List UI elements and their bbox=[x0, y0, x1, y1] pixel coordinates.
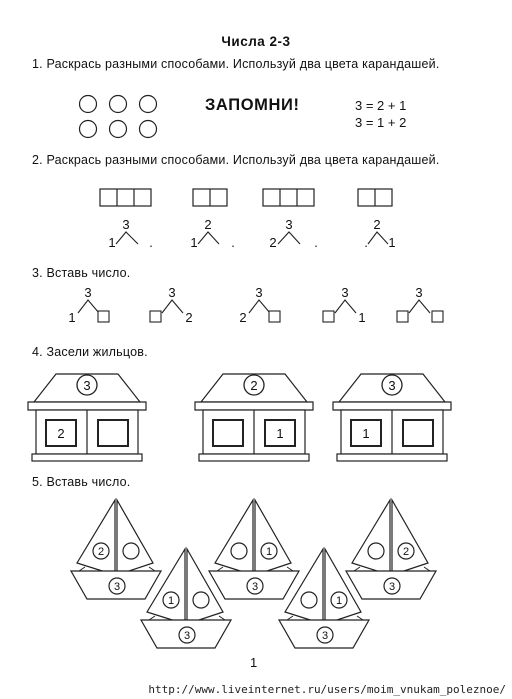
house-2-roof: 2 bbox=[250, 378, 258, 393]
t3-left-1: 1 bbox=[68, 310, 76, 325]
t3-top-1: 3 bbox=[84, 285, 92, 300]
boat-4-sail-right: 1 bbox=[335, 595, 343, 607]
page-number: 1 bbox=[250, 655, 258, 670]
boat-3-sail-right: 1 bbox=[265, 546, 273, 558]
boat-5-sail-right: 2 bbox=[402, 546, 410, 558]
task-5-instruction: 5. Вставь число. bbox=[32, 475, 131, 489]
boat-5-hull: 3 bbox=[388, 581, 396, 593]
t3-top-4: 3 bbox=[341, 285, 349, 300]
boat-2-hull: 3 bbox=[183, 630, 191, 642]
task-4-instruction: 4. Засели жильцов. bbox=[32, 345, 148, 359]
t2-right-2: . bbox=[231, 235, 235, 250]
remember-label: ЗАПОМНИ! bbox=[205, 96, 300, 114]
boat-1-hull: 3 bbox=[113, 581, 121, 593]
t2-right-4: 1 bbox=[388, 235, 396, 250]
t2-left-4: . bbox=[364, 235, 368, 250]
t2-top-4: 2 bbox=[373, 217, 381, 232]
t3-left-3: 2 bbox=[239, 310, 247, 325]
t3-top-2: 3 bbox=[168, 285, 176, 300]
remember-equation-2: 3 = 1 + 2 bbox=[355, 115, 407, 130]
house-1-left: 2 bbox=[57, 426, 65, 441]
t3-top-3: 3 bbox=[255, 285, 263, 300]
footer-url: http://www.liveinternet.ru/users/moim_vnukam_poleznoe/ bbox=[148, 683, 506, 696]
t3-right-2: 2 bbox=[185, 310, 193, 325]
t3-right-4: 1 bbox=[358, 310, 366, 325]
t2-right-1: . bbox=[149, 235, 153, 250]
page-title: Числа 2-3 bbox=[221, 34, 291, 49]
t3-top-5: 3 bbox=[415, 285, 423, 300]
t2-left-2: 1 bbox=[190, 235, 198, 250]
task-1-instruction: 1. Раскрась разными способами. Используй два цвета карандашей. bbox=[32, 57, 440, 71]
house-1-roof: 3 bbox=[83, 378, 91, 393]
boat-3-hull: 3 bbox=[251, 581, 259, 593]
task-2-instruction: 2. Раскрась разными способами. Используй два цвета карандашей. bbox=[32, 153, 440, 167]
t2-left-3: 2 bbox=[269, 235, 277, 250]
t2-top-3: 3 bbox=[285, 217, 293, 232]
boat-1-sail-left: 2 bbox=[97, 546, 105, 558]
t2-left-1: 1 bbox=[108, 235, 116, 250]
t2-top-2: 2 bbox=[204, 217, 212, 232]
t2-top-1: 3 bbox=[122, 217, 130, 232]
boat-2-sail-left: 1 bbox=[167, 595, 175, 607]
task-3-instruction: 3. Вставь число. bbox=[32, 266, 131, 280]
boat-4-hull: 3 bbox=[321, 630, 329, 642]
house-3-roof: 3 bbox=[388, 378, 396, 393]
house-3-left: 1 bbox=[362, 426, 370, 441]
remember-equation-1: 3 = 2 + 1 bbox=[355, 98, 407, 113]
house-2-right: 1 bbox=[276, 426, 284, 441]
t2-right-3: . bbox=[314, 235, 318, 250]
